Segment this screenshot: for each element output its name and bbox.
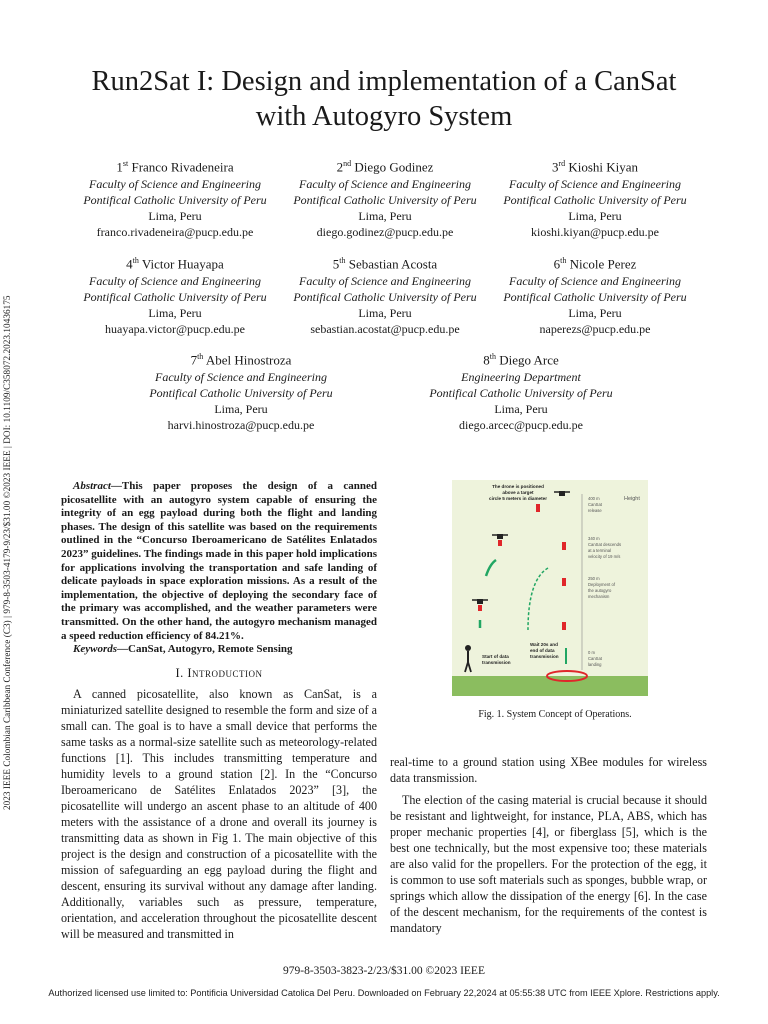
right-column xyxy=(390,754,707,936)
title-line-1: Run2Sat I: Design and implementation of a CanSat xyxy=(91,66,677,97)
abstract xyxy=(61,480,377,643)
h250-desc: mechanism xyxy=(588,594,610,599)
author-email: diego.arcec@pucp.edu.pe xyxy=(459,418,583,433)
h250-label: 250 m xyxy=(588,576,600,581)
paper-title xyxy=(40,64,728,134)
h400-desc: release xyxy=(588,508,602,513)
h250-desc: Deployment of xyxy=(588,582,615,587)
author-name: 6th Nicole Perez xyxy=(553,256,637,272)
author-name: 7th Abel Hinostroza xyxy=(190,352,292,368)
author-name: 3rd Kioshi Kiyan xyxy=(551,159,639,175)
figure-note-line: The drone is positioned xyxy=(492,484,544,489)
author-5 xyxy=(270,252,500,337)
right-paragraph-2: The election of the casing material is crucial because it should be resistant and lightweight, for instance, PLA, ABS, which has proper mechanic properties [4], or fiberglass [5], which is the best one technically, but the most expensive too; these materials are also valid for the propellers. For the protection of the egg, it is common to use soft materials such as sponges, bubble wrap, or springs which allow the dissipation of the energy [6]. In the case of the descent mechanism, for the requirements of the contest is mandatory xyxy=(390,793,707,935)
intro-paragraph: A canned picosatellite, also known as CanSat, is a miniaturized satellite designed to resemble the form and size of a small can. The goal is to have a small device that performs the same tasks as a normal-size satellite such as meteorology-related functions [1]. This includes transmitting temperature and humidity levels to a ground station [2]. In the “Concurso Iberoamericano de Satélites Enlatados 2023” [3], the picosatellite will undergo an ascent phase to an altitude of 400 meters with the assistance of a drone and overall its journey is transmitting data as shown in Fig 1. The main objective of this project is the design and construction of a picosatellite with the mission of safeguarding an egg payload during the flight and descent, ensuring its survival without any damage after landing. Additionally, variables such as pressure, temperature, orientation, and acceleration throughout the picosatellite descent will be measured and transmitted in xyxy=(61,686,377,941)
author-email: huayapa.victor@pucp.edu.pe xyxy=(105,322,245,337)
author-3 xyxy=(480,155,710,240)
author-university: Pontifical Catholic University of Peru xyxy=(83,290,267,305)
author-8 xyxy=(406,348,636,433)
left-column xyxy=(61,480,377,942)
wait-label: transmission xyxy=(530,654,559,659)
author-email: diego.godinez@pucp.edu.pe xyxy=(316,225,454,240)
sidebar-doi-text: 2023 IEEE Colombian Caribbean Conference (C3) | 979-8-3503-4179-9/23/$31.00 ©2023 IEEE | DOI: 10.1109/C358072.2023.10436175 xyxy=(2,295,12,810)
author-name: 5th Sebastian Acosta xyxy=(332,256,438,272)
author-university: Pontifical Catholic University of Peru xyxy=(503,193,687,208)
section-heading-introduction: I. Introduction xyxy=(175,665,263,680)
figure-note-line: above a target xyxy=(502,490,534,495)
author-2 xyxy=(270,155,500,240)
author-city: Lima, Peru xyxy=(568,209,622,224)
author-department: Engineering Department xyxy=(461,370,581,385)
copyright-footer: 979-8-3503-3823-2/23/$31.00 ©2023 IEEE xyxy=(283,965,485,977)
wait-label: end of data xyxy=(530,648,555,653)
figure-concept-of-operations xyxy=(452,480,648,696)
author-department: Faculty of Science and Engineering xyxy=(299,274,471,289)
author-city: Lima, Peru xyxy=(148,306,202,321)
cansat-icon xyxy=(562,542,566,550)
author-email: harvi.hinostroza@pucp.edu.pe xyxy=(167,418,315,433)
title-line-2: with Autogyro System xyxy=(255,101,513,132)
abstract-label: Abstract xyxy=(73,480,111,492)
author-email: naperezs@pucp.edu.pe xyxy=(539,322,651,337)
cansat-icon xyxy=(562,578,566,586)
author-email: sebastian.acostat@pucp.edu.pe xyxy=(310,322,460,337)
h400-label: 400 m xyxy=(588,496,600,501)
author-university: Pontifical Catholic University of Peru xyxy=(293,290,477,305)
wait-label: Wait 20s and xyxy=(530,642,558,647)
author-department: Faculty of Science and Engineering xyxy=(509,274,681,289)
start-transmission-label: Start of data xyxy=(482,654,509,659)
h400-desc: CanSat xyxy=(588,502,602,507)
keywords xyxy=(61,643,377,657)
author-department: Faculty of Science and Engineering xyxy=(155,370,327,385)
h340-desc: at a terminal xyxy=(588,548,612,553)
keywords-label: Keywords xyxy=(73,643,117,656)
h0-desc: landing xyxy=(588,662,602,667)
author-name: 2nd Diego Godinez xyxy=(336,159,434,175)
author-city: Lima, Peru xyxy=(358,209,412,224)
author-university: Pontifical Catholic University of Peru xyxy=(83,193,267,208)
author-city: Lima, Peru xyxy=(494,402,548,417)
h340-label: 340 m xyxy=(588,536,600,541)
author-department: Faculty of Science and Engineering xyxy=(89,274,261,289)
abstract-text: —This paper proposes the design of a canned picosatellite with an autogyro system capable of ensuring the integrity of an egg payload during both the flight and landing phases. The design of this satellite was based on the requirements outlined in the “Concurso Iberoamericano de Satélites Enlatados 2023” guidelines. The findings made in this paper hold implications for applications involving the transportation and safe landing of delicate payloads in space exploration missions. As a result of the implementation, the objective of deploying the secondary face of the primary was accomplished, and the weather parameters were transmitted. On the other hand, the autogyro mechanism managed a speed reduction efficiency of 84.21%. xyxy=(61,480,377,642)
author-city: Lima, Peru xyxy=(568,306,622,321)
right-paragraph-1: real-time to a ground station using XBee modules for wireless data transmission. xyxy=(390,755,707,785)
author-city: Lima, Peru xyxy=(148,209,202,224)
h0-desc: CanSat xyxy=(588,656,602,661)
author-email: franco.rivadeneira@pucp.edu.pe xyxy=(96,225,254,240)
author-department: Faculty of Science and Engineering xyxy=(299,177,471,192)
author-university: Pontifical Catholic University of Peru xyxy=(149,386,333,401)
author-department: Faculty of Science and Engineering xyxy=(89,177,261,192)
author-city: Lima, Peru xyxy=(214,402,268,417)
author-university: Pontifical Catholic University of Peru xyxy=(293,193,477,208)
author-name: 8th Diego Arce xyxy=(483,352,559,368)
start-transmission-label: transmission xyxy=(482,660,511,665)
author-email: kioshi.kiyan@pucp.edu.pe xyxy=(530,225,660,240)
h340-desc: velocity of 19 m/s xyxy=(588,554,621,559)
figure-svg xyxy=(452,480,648,696)
cansat-icon xyxy=(562,622,566,630)
author-university: Pontifical Catholic University of Peru xyxy=(429,386,613,401)
author-city: Lima, Peru xyxy=(358,306,412,321)
author-7 xyxy=(126,348,356,433)
h250-desc: the autogyro xyxy=(588,588,612,593)
author-1 xyxy=(60,155,290,240)
author-department: Faculty of Science and Engineering xyxy=(509,177,681,192)
author-university: Pontifical Catholic University of Peru xyxy=(503,290,687,305)
figure-note-line: circle 5 meters in diameter xyxy=(489,496,547,501)
height-label: Height xyxy=(624,496,640,502)
author-name: 4th Victor Huayapa xyxy=(126,256,224,272)
keywords-text: —CanSat, Autogyro, Remote Sensing xyxy=(117,643,293,656)
author-4 xyxy=(60,252,290,337)
author-name: 1st Franco Rivadeneira xyxy=(116,159,234,175)
h0-label: 0 m xyxy=(588,650,595,655)
h340-desc: CanSat descends xyxy=(588,542,622,547)
figure-caption: Fig. 1. System Concept of Operations. xyxy=(478,709,632,720)
license-notice: Authorized licensed use limited to: Pontificia Universidad Catolica Del Peru. Downloaded on February 22,2024 at 05:55:38 UTC from IEEE Xplore. Restrictions apply. xyxy=(48,988,720,998)
cansat-icon xyxy=(536,504,540,512)
author-6 xyxy=(480,252,710,337)
